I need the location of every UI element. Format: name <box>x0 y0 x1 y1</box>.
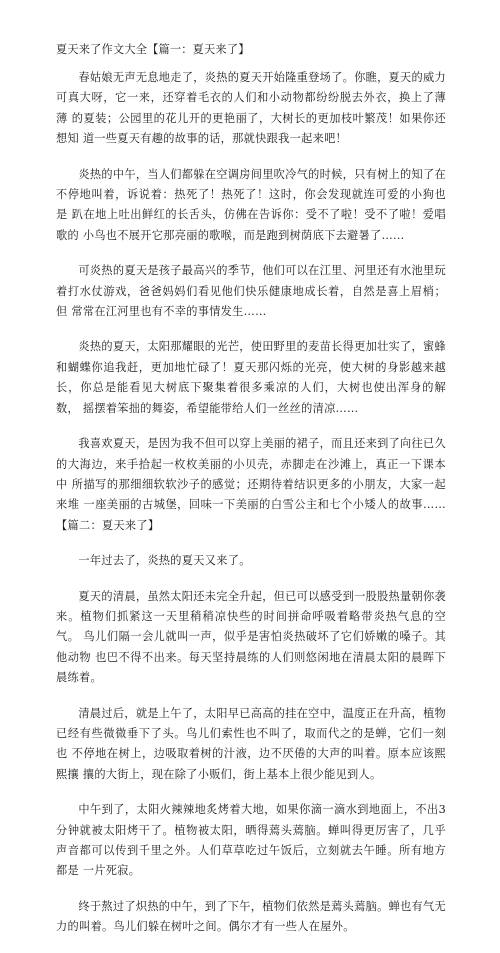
paragraph-2: 炎热的中午，当人们都躲在空调房间里吹冷气的时候，只有树上的知了在 不停地叫着，诉说着：热死了！热死了！这时，你会发现就连可爱的小狗也是 趴在地上吐出鲜红的长舌头，仿佛在告诉你：受不了啦！受不了啦！爱唱歌的 小鸟也不展开它那亮丽的歌喉，而是跑到树荫底下去避暑了…… <box>56 167 446 242</box>
document-title: 夏天来了作文大全【篇一：夏天来了】 <box>56 43 250 56</box>
paragraph-1: 春姑娘无声无息地走了，炎热的夏天开始隆重登场了。你瞧，夏天的威力 可真大呀，它一来，还穿着毛衣的人们和小动物都纷纷脱去外衣，换上了薄薄 的夏装；公园里的花儿开的更艳丽了，大树长的更加枝叶繁茂！如果你还想知 道一些夏天有趣的故事的话，那就快跟我一起来吧！ <box>56 71 446 146</box>
paragraph-3: 可炎热的夏天是孩子最高兴的季节，他们可以在江里、河里还有水池里玩 着打水仗游戏，爸爸妈妈们看见他们快乐健康地成长着，自然是喜上眉梢；但 常常在江河里也有不幸的事情发生…… <box>56 264 446 319</box>
paragraph-8: 清晨过后，就是上午了，太阳早已高高的挂在空中，温度正在升高，植物 已经有些微微垂下了头。鸟儿们索性也不叫了，取而代之的是蝉，它们一刻也 不停地在树上，边吸取着树的汁液，边不厌倦的大声的叫着。原本应该熙熙攘 攘的大街上，现在除了小贩们，街上基本上很少能见到人。 <box>56 706 446 781</box>
paragraph-9: 中午到了，太阳火辣辣地炙烤着大地，如果你滴一滴水到地面上，不出3 分钟就被太阳烤干了。植物被太阳，晒得蔫头蔫脑。蝉叫得更厉害了，几乎声音都可以传到千里之外。人们草草吃过午饭后，立刻就去午睡。所有地方都是 一片死寂。 <box>56 803 446 878</box>
paragraph-5: 我喜欢夏天，是因为我不但可以穿上美丽的裙子，而且还来到了向往已久 的大海边，来手拾起一枚枚美丽的小贝壳，赤脚走在沙滩上，真正一下课本中 所描写的那细细软软沙子的感觉；还期待着结识更多的小朋友，大家一起来堆 一座美丽的古城堡，回味一下美丽的白雪公主和七个小矮人的故事……【篇二：夏天来了】 <box>56 437 446 532</box>
document-page <box>56 40 446 953</box>
paragraph-7: 夏天的清晨，虽然太阳还未完全升起，但已可以感受到一股股热量朝你袭 来。植物们抓紧这一天里稍稍凉快些的时间拼命呼吸着略带炎热气息的空气。 鸟儿们隔一会儿就叫一声，似乎是害怕炎热破坏了它们娇嫩的嗓子。其他动物 也巴不得不出来。每天坚持晨练的人们则悠闲地在清晨太阳的晨晖下晨练着。 <box>56 589 446 685</box>
paragraph-10: 终于熬过了炽热的中午，到了下午，植物们依然是蔫头蔫脑。蝉也有气无 力的叫着。鸟儿们躲在树叶之间。偶尔才有一些人在屋外。 <box>56 899 446 934</box>
paragraph-6: 一年过去了，炎热的夏天又来了。 <box>78 554 251 568</box>
paragraph-4: 炎热的夏天，太阳那耀眼的光芒，使田野里的麦苗长得更加壮实了，蜜蜂 和蝴蝶你追我赶，更加地忙碌了！夏天那闪烁的光亮，使大树的身影越来越 长，你总是能看见大树底下聚集着很多乘凉的人们，大树也使出浑身的解数， 摇摆着笨拙的舞姿，希望能带给人们一丝丝的清凉…… <box>56 340 446 415</box>
